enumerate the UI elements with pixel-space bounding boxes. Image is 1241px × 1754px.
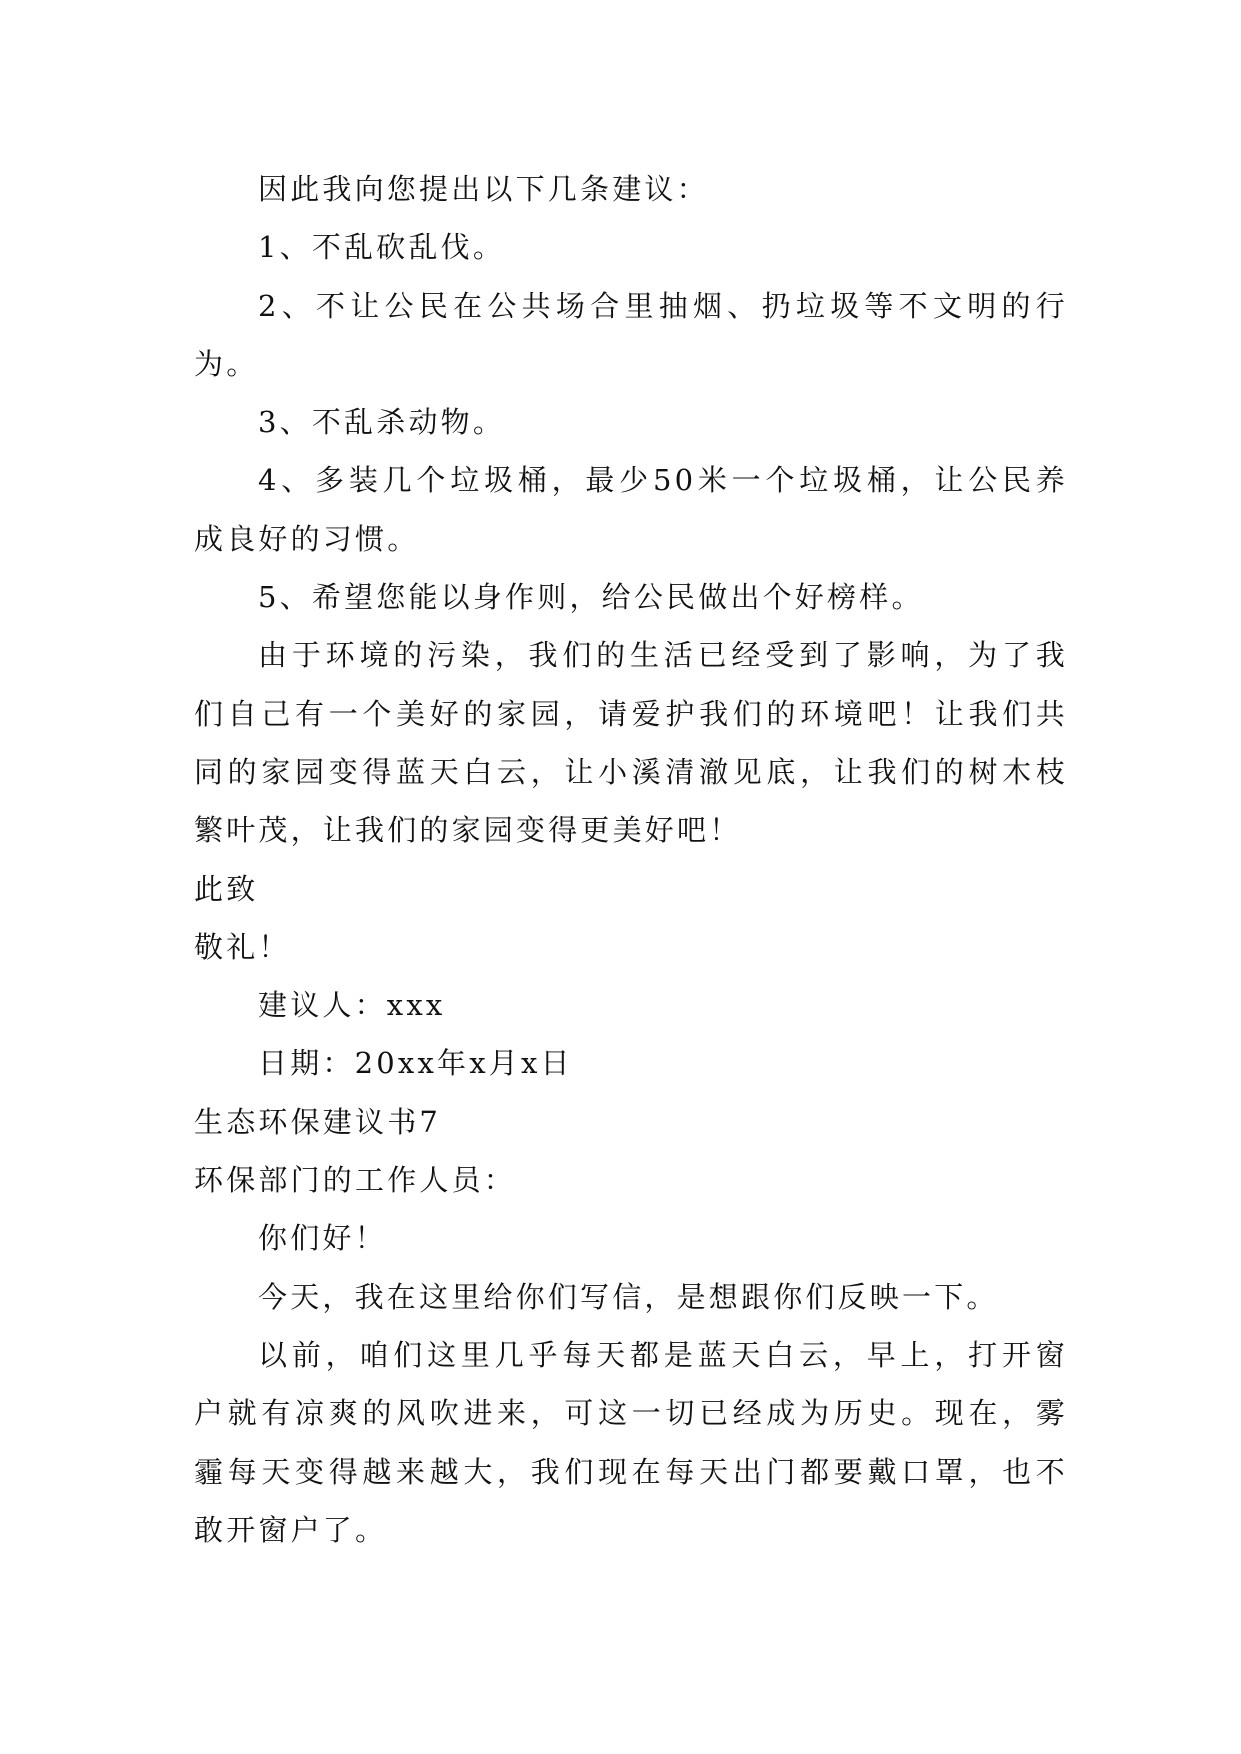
paragraph-line: 1、不乱砍乱伐。 (258, 230, 506, 265)
paragraph-line: 今天，我在这里给你们写信，是想跟你们反映一下。 (258, 1279, 999, 1314)
paragraph-line: 繁叶茂，让我们的家园变得更美好吧！ (194, 813, 742, 848)
paragraph-line: 5、希望您能以身作则，给公民做出个好榜样。 (258, 580, 924, 615)
paragraph-line: 以前，咱们这里几乎每天都是蓝天白云，早上，打开窗 (258, 1337, 1068, 1372)
closing-line: 此致 (194, 871, 259, 906)
document-body (194, 160, 1068, 1559)
signature-line: 建议人：xxx (258, 988, 446, 1023)
salutation-line: 环保部门的工作人员： (194, 1163, 517, 1198)
paragraph-line: 因此我向您提出以下几条建议： (258, 172, 709, 206)
section-title: 生态环保建议书7 (194, 1104, 442, 1139)
greeting-line: 你们好！ (258, 1221, 387, 1256)
paragraph-line: 同的家园变得蓝天白云，让小溪清澈见底，让我们的树木枝 (194, 754, 1068, 789)
paragraph-line: 2、不让公民在公共场合里抽烟、扔垃圾等不文明的行 (258, 288, 1068, 323)
paragraph-line: 4、多装几个垃圾桶，最少50米一个垃圾桶，让公民养 (258, 463, 1068, 498)
paragraph-line: 霾每天变得越来越大，我们现在每天出门都要戴口罩，也不 (194, 1454, 1068, 1489)
paragraph-line: 3、不乱杀动物。 (258, 405, 506, 440)
paragraph-line: 成良好的习惯。 (194, 521, 420, 556)
paragraph-line: 们自己有一个美好的家园，请爱护我们的环境吧！让我们共 (194, 696, 1068, 731)
date-line: 日期：20xx年x月x日 (258, 1046, 573, 1081)
closing-line: 敬礼！ (194, 929, 291, 964)
paragraph-line: 户就有凉爽的风吹进来，可这一切已经成为历史。现在，雾 (194, 1396, 1068, 1431)
paragraph-line: 为。 (194, 346, 259, 381)
paragraph-line: 敢开窗户了。 (194, 1512, 388, 1547)
paragraph-line: 由于环境的污染，我们的生活已经受到了影响，为了我 (258, 638, 1068, 673)
